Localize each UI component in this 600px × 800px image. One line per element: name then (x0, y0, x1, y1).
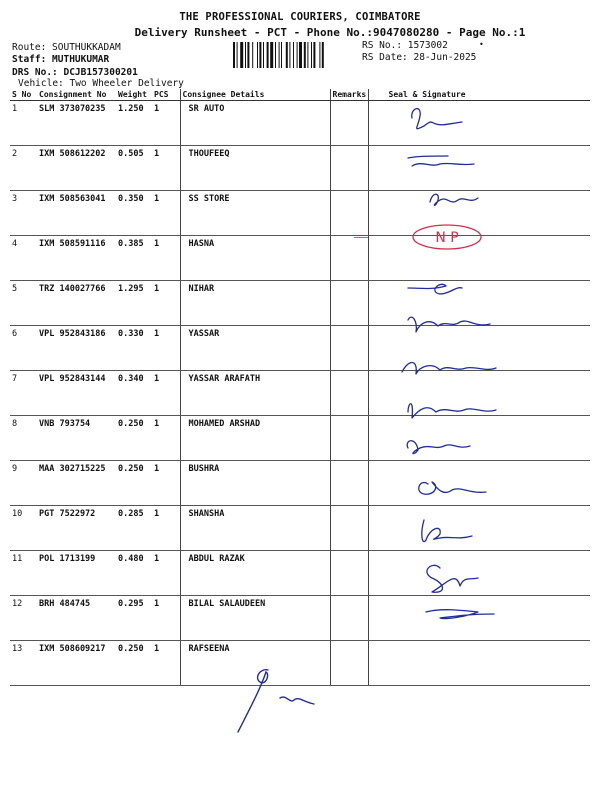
cell-weight: 0.330 (116, 326, 152, 371)
handwritten-signature (422, 520, 472, 542)
cell-sno: 12 (10, 596, 37, 641)
handwritten-signature (402, 363, 496, 375)
cell-sno: 13 (10, 641, 37, 686)
cell-pcs: 1 (152, 191, 180, 236)
cell-pcs: 1 (152, 596, 180, 641)
handwritten-signature (408, 284, 462, 294)
cell-pcs: 1 (152, 101, 180, 146)
handwritten-signature (408, 156, 474, 166)
cell-pcs: 1 (152, 416, 180, 461)
cell-consignee: YASSAR (180, 326, 330, 371)
handwritten-signature (426, 610, 494, 619)
cell-consignment: BRH 484745 (37, 596, 116, 641)
col-consignee: Consignee Details (180, 89, 330, 101)
cell-sno: 7 (10, 371, 37, 416)
handwritten-signature (412, 109, 462, 129)
cell-pcs: 1 (152, 461, 180, 506)
col-sno: S No (10, 89, 37, 101)
rs-number: RS No.: 1573002 (362, 40, 448, 51)
vehicle-label: Vehicle: Two Wheeler Delivery (18, 78, 184, 89)
cell-consignee: ABDUL RAZAK (180, 551, 330, 596)
cell-consignment: POL 1713199 (37, 551, 116, 596)
cell-consignment: SLM 373070235 (37, 101, 116, 146)
cell-sno: 3 (10, 191, 37, 236)
rs-date: RS Date: 28-Jun-2025 (362, 52, 477, 63)
cell-consignment: IXM 508591116 (37, 236, 116, 281)
handwritten-signature (407, 441, 470, 454)
cell-sno: 1 (10, 101, 37, 146)
cell-sno: 5 (10, 281, 37, 326)
staff-label: Staff: MUTHUKUMAR (12, 54, 110, 65)
np-text: N P (435, 230, 459, 246)
cell-weight: 0.250 (116, 416, 152, 461)
cell-consignee: BUSHRA (180, 461, 330, 506)
cell-pcs: 1 (152, 551, 180, 596)
cell-consignee: YASSAR ARAFATH (180, 371, 330, 416)
cell-weight: 0.250 (116, 461, 152, 506)
cell-weight: 0.350 (116, 191, 152, 236)
cell-consignee: SR AUTO (180, 101, 330, 146)
handwritten-signature (408, 404, 496, 418)
cell-pcs: 1 (152, 371, 180, 416)
cell-pcs: 1 (152, 146, 180, 191)
cell-sno: 9 (10, 461, 37, 506)
cell-weight: 0.505 (116, 146, 152, 191)
cell-weight: 0.340 (116, 371, 152, 416)
handwritten-signature (408, 317, 490, 332)
cell-consignment: IXM 508563041 (37, 191, 116, 236)
bottom-signature-image (230, 660, 330, 740)
drs-number: DRS No.: DCJB157300201 (12, 67, 138, 78)
cell-consignment: MAA 302715225 (37, 461, 116, 506)
route-label: Route: SOUTHUKKADAM (12, 42, 121, 53)
cell-sno: 6 (10, 326, 37, 371)
cell-sno: 2 (10, 146, 37, 191)
cell-sno: 4 (10, 236, 37, 281)
cell-consignee: BILAL SALAUDEEN (180, 596, 330, 641)
handwritten-signature (427, 565, 478, 592)
col-consignment: Consignment No (37, 89, 116, 101)
stray-dot: • (479, 40, 484, 49)
cell-pcs: 1 (152, 281, 180, 326)
cell-consignment: PGT 7522972 (37, 506, 116, 551)
cell-weight: 1.250 (116, 101, 152, 146)
cell-pcs: 1 (152, 236, 180, 281)
cell-weight: 0.250 (116, 641, 152, 686)
cell-pcs: 1 (152, 506, 180, 551)
cell-consignee: THOUFEEQ (180, 146, 330, 191)
cell-pcs: 1 (152, 641, 180, 686)
cell-sno: 10 (10, 506, 37, 551)
cell-consignee: HASNA (180, 236, 330, 281)
cell-consignee: SS STORE (180, 191, 330, 236)
cell-sno: 8 (10, 416, 37, 461)
cell-weight: 1.295 (116, 281, 152, 326)
cell-consignee: RAFSEENA (180, 641, 330, 686)
cell-consignment: IXM 508609217 (37, 641, 116, 686)
cell-consignment: VNB 793754 (37, 416, 116, 461)
handwritten-signature (419, 482, 486, 494)
col-weight: Weight (116, 89, 152, 101)
cell-sno: 11 (10, 551, 37, 596)
cell-consignment: TRZ 140027766 (37, 281, 116, 326)
col-remarks: Remarks (330, 89, 368, 101)
cell-consignment: VPL 952843144 (37, 371, 116, 416)
handwritten-signature (430, 194, 478, 205)
cell-weight: 0.295 (116, 596, 152, 641)
cell-consignee: MOHAMED ARSHAD (180, 416, 330, 461)
col-signature: Seal & Signature (368, 89, 590, 101)
runsheet-subtitle: Delivery Runsheet - PCT - Phone No.:9047080280 - Page No.:1 (134, 26, 526, 39)
cell-weight: 0.285 (116, 506, 152, 551)
cell-consignment: IXM 508612202 (37, 146, 116, 191)
cell-pcs: 1 (152, 326, 180, 371)
company-title: THE PROFESSIONAL COURIERS, COIMBATORE (179, 11, 421, 23)
cell-weight: 0.480 (116, 551, 152, 596)
col-pcs: PCS (152, 89, 180, 101)
cell-consignee: NIHAR (180, 281, 330, 326)
cell-consignment: VPL 952843186 (37, 326, 116, 371)
cell-weight: 0.385 (116, 236, 152, 281)
cell-consignee: SHANSHA (180, 506, 330, 551)
